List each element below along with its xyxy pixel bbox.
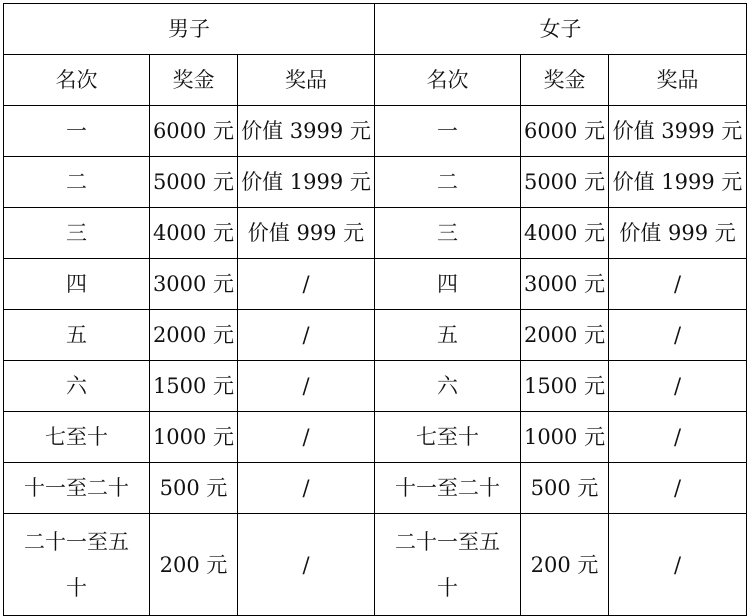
prize-cell: 2000 元 bbox=[150, 310, 238, 361]
table-row bbox=[4, 412, 747, 463]
table-row bbox=[4, 463, 747, 514]
rank-cell-text: 二十一至五十 bbox=[395, 529, 501, 600]
header-gift: 奖品 bbox=[238, 55, 375, 106]
rank-cell: 五 bbox=[375, 310, 521, 361]
rank-cell: 一 bbox=[4, 106, 150, 157]
header-rank: 名次 bbox=[375, 55, 521, 106]
prize-cell: 6000 元 bbox=[150, 106, 238, 157]
prize-cell: 6000 元 bbox=[521, 106, 609, 157]
gift-cell: 价值 999 元 bbox=[609, 208, 747, 259]
gift-cell: / bbox=[609, 361, 747, 412]
rank-cell: 七至十 bbox=[375, 412, 521, 463]
gift-cell: / bbox=[609, 310, 747, 361]
group-header-male: 男子 bbox=[4, 4, 375, 55]
gift-cell: 价值 999 元 bbox=[238, 208, 375, 259]
prize-cell: 5000 元 bbox=[521, 157, 609, 208]
rank-cell: 六 bbox=[375, 361, 521, 412]
prize-cell: 3000 元 bbox=[521, 259, 609, 310]
rank-cell: 三 bbox=[4, 208, 150, 259]
table-row bbox=[4, 514, 747, 616]
rank-cell: 四 bbox=[4, 259, 150, 310]
table-row bbox=[4, 157, 747, 208]
prize-cell: 3000 元 bbox=[150, 259, 238, 310]
gift-cell: / bbox=[238, 361, 375, 412]
header-prize: 奖金 bbox=[150, 55, 238, 106]
gift-cell: / bbox=[238, 259, 375, 310]
table-row bbox=[4, 208, 747, 259]
rank-cell: 十一至二十 bbox=[4, 463, 150, 514]
rank-cell: 三 bbox=[375, 208, 521, 259]
prize-cell: 500 元 bbox=[150, 463, 238, 514]
gift-cell: 价值 1999 元 bbox=[609, 157, 747, 208]
table-row bbox=[4, 106, 747, 157]
rank-cell: 二 bbox=[4, 157, 150, 208]
rank-cell-text: 二十一至五十 bbox=[24, 529, 129, 600]
gift-cell: / bbox=[609, 412, 747, 463]
prize-cell: 1500 元 bbox=[150, 361, 238, 412]
group-header-row bbox=[4, 4, 747, 55]
prize-cell: 5000 元 bbox=[150, 157, 238, 208]
gift-cell: 价值 3999 元 bbox=[609, 106, 747, 157]
header-gift: 奖品 bbox=[609, 55, 747, 106]
prize-cell: 4000 元 bbox=[521, 208, 609, 259]
rank-cell bbox=[375, 514, 521, 616]
gift-cell: / bbox=[238, 463, 375, 514]
header-prize: 奖金 bbox=[521, 55, 609, 106]
column-header-row bbox=[4, 55, 747, 106]
header-rank: 名次 bbox=[4, 55, 150, 106]
rank-cell bbox=[4, 514, 150, 616]
rank-cell: 七至十 bbox=[4, 412, 150, 463]
group-header-female: 女子 bbox=[375, 4, 747, 55]
prize-cell: 2000 元 bbox=[521, 310, 609, 361]
prize-cell: 1000 元 bbox=[521, 412, 609, 463]
rank-cell: 六 bbox=[4, 361, 150, 412]
prize-cell: 4000 元 bbox=[150, 208, 238, 259]
rank-cell: 五 bbox=[4, 310, 150, 361]
rank-cell: 一 bbox=[375, 106, 521, 157]
gift-cell: / bbox=[238, 412, 375, 463]
table-row bbox=[4, 310, 747, 361]
gift-cell: 价值 1999 元 bbox=[238, 157, 375, 208]
rank-cell: 十一至二十 bbox=[375, 463, 521, 514]
gift-cell: / bbox=[238, 514, 375, 616]
gift-cell: 价值 3999 元 bbox=[238, 106, 375, 157]
prize-cell: 1500 元 bbox=[521, 361, 609, 412]
gift-cell: / bbox=[238, 310, 375, 361]
table-row bbox=[4, 259, 747, 310]
table-row bbox=[4, 361, 747, 412]
gift-cell: / bbox=[609, 463, 747, 514]
prize-cell: 500 元 bbox=[521, 463, 609, 514]
prize-cell: 1000 元 bbox=[150, 412, 238, 463]
gift-cell: / bbox=[609, 259, 747, 310]
rank-cell: 四 bbox=[375, 259, 521, 310]
prize-cell: 200 元 bbox=[521, 514, 609, 616]
gift-cell: / bbox=[609, 514, 747, 616]
prize-cell: 200 元 bbox=[150, 514, 238, 616]
rank-cell: 二 bbox=[375, 157, 521, 208]
prize-table bbox=[3, 3, 747, 616]
